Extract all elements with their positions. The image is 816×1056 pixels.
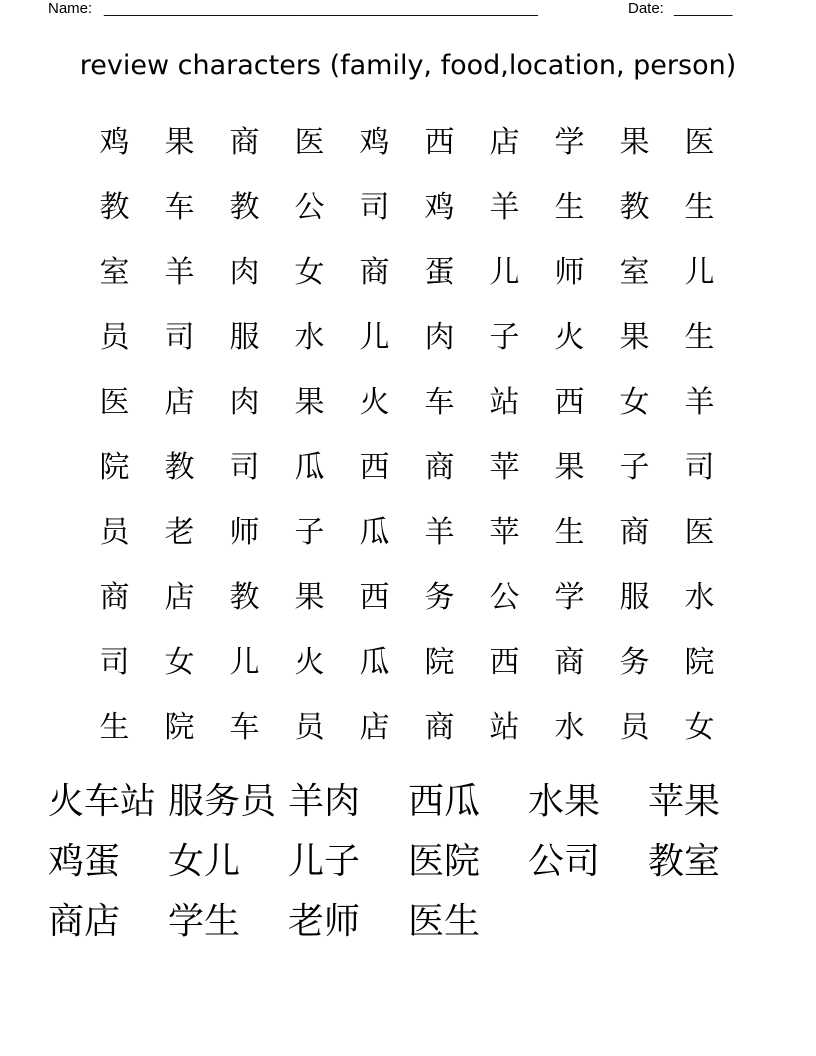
grid-character: 站 bbox=[489, 710, 520, 745]
grid-character: 商 bbox=[359, 255, 390, 290]
vocabulary-word: 医生 bbox=[408, 901, 481, 942]
vocabulary-word: 学生 bbox=[168, 901, 241, 942]
vocabulary-word: 商店 bbox=[48, 901, 121, 942]
grid-character: 女 bbox=[164, 645, 195, 680]
vocabulary-word: 医院 bbox=[408, 841, 481, 882]
grid-character: 肉 bbox=[424, 320, 455, 355]
vocabulary-word: 西瓜 bbox=[408, 781, 481, 822]
grid-character: 果 bbox=[294, 580, 325, 615]
grid-character: 学 bbox=[554, 125, 585, 160]
grid-character: 司 bbox=[229, 450, 260, 485]
vocabulary-word: 公司 bbox=[528, 841, 601, 882]
vocabulary-word: 火车站 bbox=[48, 781, 157, 822]
grid-character: 店 bbox=[489, 125, 520, 160]
grid-character: 站 bbox=[489, 385, 520, 420]
grid-character: 水 bbox=[554, 710, 585, 745]
grid-character: 室 bbox=[619, 255, 650, 290]
grid-character: 务 bbox=[619, 645, 650, 680]
grid-character: 鸡 bbox=[99, 125, 130, 160]
grid-character: 瓜 bbox=[359, 515, 390, 550]
grid-character: 司 bbox=[684, 450, 715, 485]
vocabulary-word: 羊肉 bbox=[288, 781, 361, 822]
grid-character: 生 bbox=[554, 190, 585, 225]
name-label: Name: bbox=[48, 0, 93, 17]
grid-row bbox=[82, 435, 732, 500]
vocabulary-word: 水果 bbox=[528, 781, 601, 822]
grid-character: 服 bbox=[619, 580, 650, 615]
grid-character: 西 bbox=[424, 125, 455, 160]
grid-character: 西 bbox=[489, 645, 520, 680]
grid-character: 苹 bbox=[489, 450, 520, 485]
grid-character: 学 bbox=[554, 580, 585, 615]
grid-character: 子 bbox=[619, 450, 650, 485]
grid-character: 车 bbox=[424, 385, 455, 420]
vocabulary-word: 女儿 bbox=[168, 841, 241, 882]
grid-character: 老 bbox=[164, 515, 195, 550]
grid-character: 服 bbox=[229, 320, 260, 355]
grid-character: 鸡 bbox=[424, 190, 455, 225]
grid-character: 儿 bbox=[684, 255, 715, 290]
grid-character: 务 bbox=[424, 580, 455, 615]
grid-character: 西 bbox=[554, 385, 585, 420]
grid-character: 肉 bbox=[229, 255, 260, 290]
grid-character: 西 bbox=[359, 450, 390, 485]
grid-character: 西 bbox=[359, 580, 390, 615]
grid-character: 公 bbox=[489, 580, 520, 615]
grid-character: 商 bbox=[229, 125, 260, 160]
grid-row bbox=[82, 500, 732, 565]
grid-character: 羊 bbox=[684, 385, 715, 420]
grid-character: 子 bbox=[489, 320, 520, 355]
grid-character: 果 bbox=[619, 125, 650, 160]
grid-character: 商 bbox=[99, 580, 130, 615]
vocabulary-word: 鸡蛋 bbox=[48, 841, 121, 882]
grid-character: 水 bbox=[294, 320, 325, 355]
grid-character: 教 bbox=[229, 190, 260, 225]
date-label: Date: bbox=[628, 0, 664, 17]
grid-character: 苹 bbox=[489, 515, 520, 550]
grid-character: 生 bbox=[99, 710, 130, 745]
grid-character: 商 bbox=[424, 450, 455, 485]
grid-row bbox=[82, 305, 732, 370]
grid-character: 水 bbox=[684, 580, 715, 615]
grid-character: 司 bbox=[164, 320, 195, 355]
grid-character: 女 bbox=[294, 255, 325, 290]
vocabulary-word: 服务员 bbox=[168, 781, 277, 822]
grid-character: 商 bbox=[619, 515, 650, 550]
grid-character: 院 bbox=[164, 710, 195, 745]
grid-character: 医 bbox=[684, 125, 715, 160]
grid-character: 司 bbox=[99, 645, 130, 680]
grid-row bbox=[82, 110, 732, 175]
page-title: review characters (family, food,location, person) bbox=[79, 50, 737, 81]
vocabulary-word: 儿子 bbox=[288, 841, 361, 882]
grid-character: 鸡 bbox=[359, 125, 390, 160]
vocabulary-list bbox=[48, 772, 788, 952]
grid-character: 果 bbox=[554, 450, 585, 485]
grid-character: 果 bbox=[164, 125, 195, 160]
grid-character: 商 bbox=[554, 645, 585, 680]
grid-row bbox=[82, 630, 732, 695]
grid-row bbox=[82, 565, 732, 630]
character-grid bbox=[82, 110, 732, 760]
grid-character: 院 bbox=[684, 645, 715, 680]
grid-character: 女 bbox=[684, 710, 715, 745]
word-row bbox=[48, 832, 788, 892]
grid-character: 生 bbox=[684, 190, 715, 225]
grid-character: 员 bbox=[619, 710, 650, 745]
grid-character: 医 bbox=[99, 385, 130, 420]
grid-character: 果 bbox=[619, 320, 650, 355]
grid-character: 师 bbox=[554, 255, 585, 290]
grid-character: 教 bbox=[229, 580, 260, 615]
grid-character: 商 bbox=[424, 710, 455, 745]
grid-character: 儿 bbox=[229, 645, 260, 680]
grid-row bbox=[82, 695, 732, 760]
grid-character: 羊 bbox=[164, 255, 195, 290]
grid-character: 公 bbox=[294, 190, 325, 225]
header-line bbox=[48, 0, 748, 20]
grid-character: 车 bbox=[229, 710, 260, 745]
vocabulary-word: 苹果 bbox=[648, 781, 721, 822]
grid-character: 瓜 bbox=[294, 450, 325, 485]
grid-character: 店 bbox=[164, 385, 195, 420]
grid-row bbox=[82, 370, 732, 435]
grid-character: 司 bbox=[359, 190, 390, 225]
grid-character: 生 bbox=[684, 320, 715, 355]
grid-character: 子 bbox=[294, 515, 325, 550]
grid-character: 羊 bbox=[424, 515, 455, 550]
vocabulary-word: 教室 bbox=[648, 841, 721, 882]
grid-character: 院 bbox=[424, 645, 455, 680]
grid-character: 羊 bbox=[489, 190, 520, 225]
grid-character: 店 bbox=[164, 580, 195, 615]
grid-character: 师 bbox=[229, 515, 260, 550]
grid-character: 火 bbox=[294, 645, 325, 680]
grid-character: 肉 bbox=[229, 385, 260, 420]
vocabulary-word: 老师 bbox=[288, 901, 361, 942]
grid-row bbox=[82, 240, 732, 305]
word-row bbox=[48, 772, 788, 832]
grid-character: 医 bbox=[294, 125, 325, 160]
grid-character: 店 bbox=[359, 710, 390, 745]
grid-character: 室 bbox=[99, 255, 130, 290]
grid-character: 教 bbox=[164, 450, 195, 485]
grid-character: 教 bbox=[99, 190, 130, 225]
word-row bbox=[48, 892, 788, 952]
grid-character: 教 bbox=[619, 190, 650, 225]
date-blank: _______ bbox=[674, 0, 733, 17]
grid-character: 车 bbox=[164, 190, 195, 225]
grid-character: 员 bbox=[99, 320, 130, 355]
grid-character: 生 bbox=[554, 515, 585, 550]
grid-character: 果 bbox=[294, 385, 325, 420]
grid-character: 蛋 bbox=[424, 255, 455, 290]
grid-character: 火 bbox=[359, 385, 390, 420]
name-blank: ____________________________________________________ bbox=[104, 0, 538, 17]
grid-character: 员 bbox=[99, 515, 130, 550]
grid-character: 瓜 bbox=[359, 645, 390, 680]
grid-character: 火 bbox=[554, 320, 585, 355]
grid-character: 儿 bbox=[489, 255, 520, 290]
grid-character: 员 bbox=[294, 710, 325, 745]
grid-row bbox=[82, 175, 732, 240]
grid-character: 院 bbox=[99, 450, 130, 485]
grid-character: 女 bbox=[619, 385, 650, 420]
grid-character: 医 bbox=[684, 515, 715, 550]
grid-character: 儿 bbox=[359, 320, 390, 355]
